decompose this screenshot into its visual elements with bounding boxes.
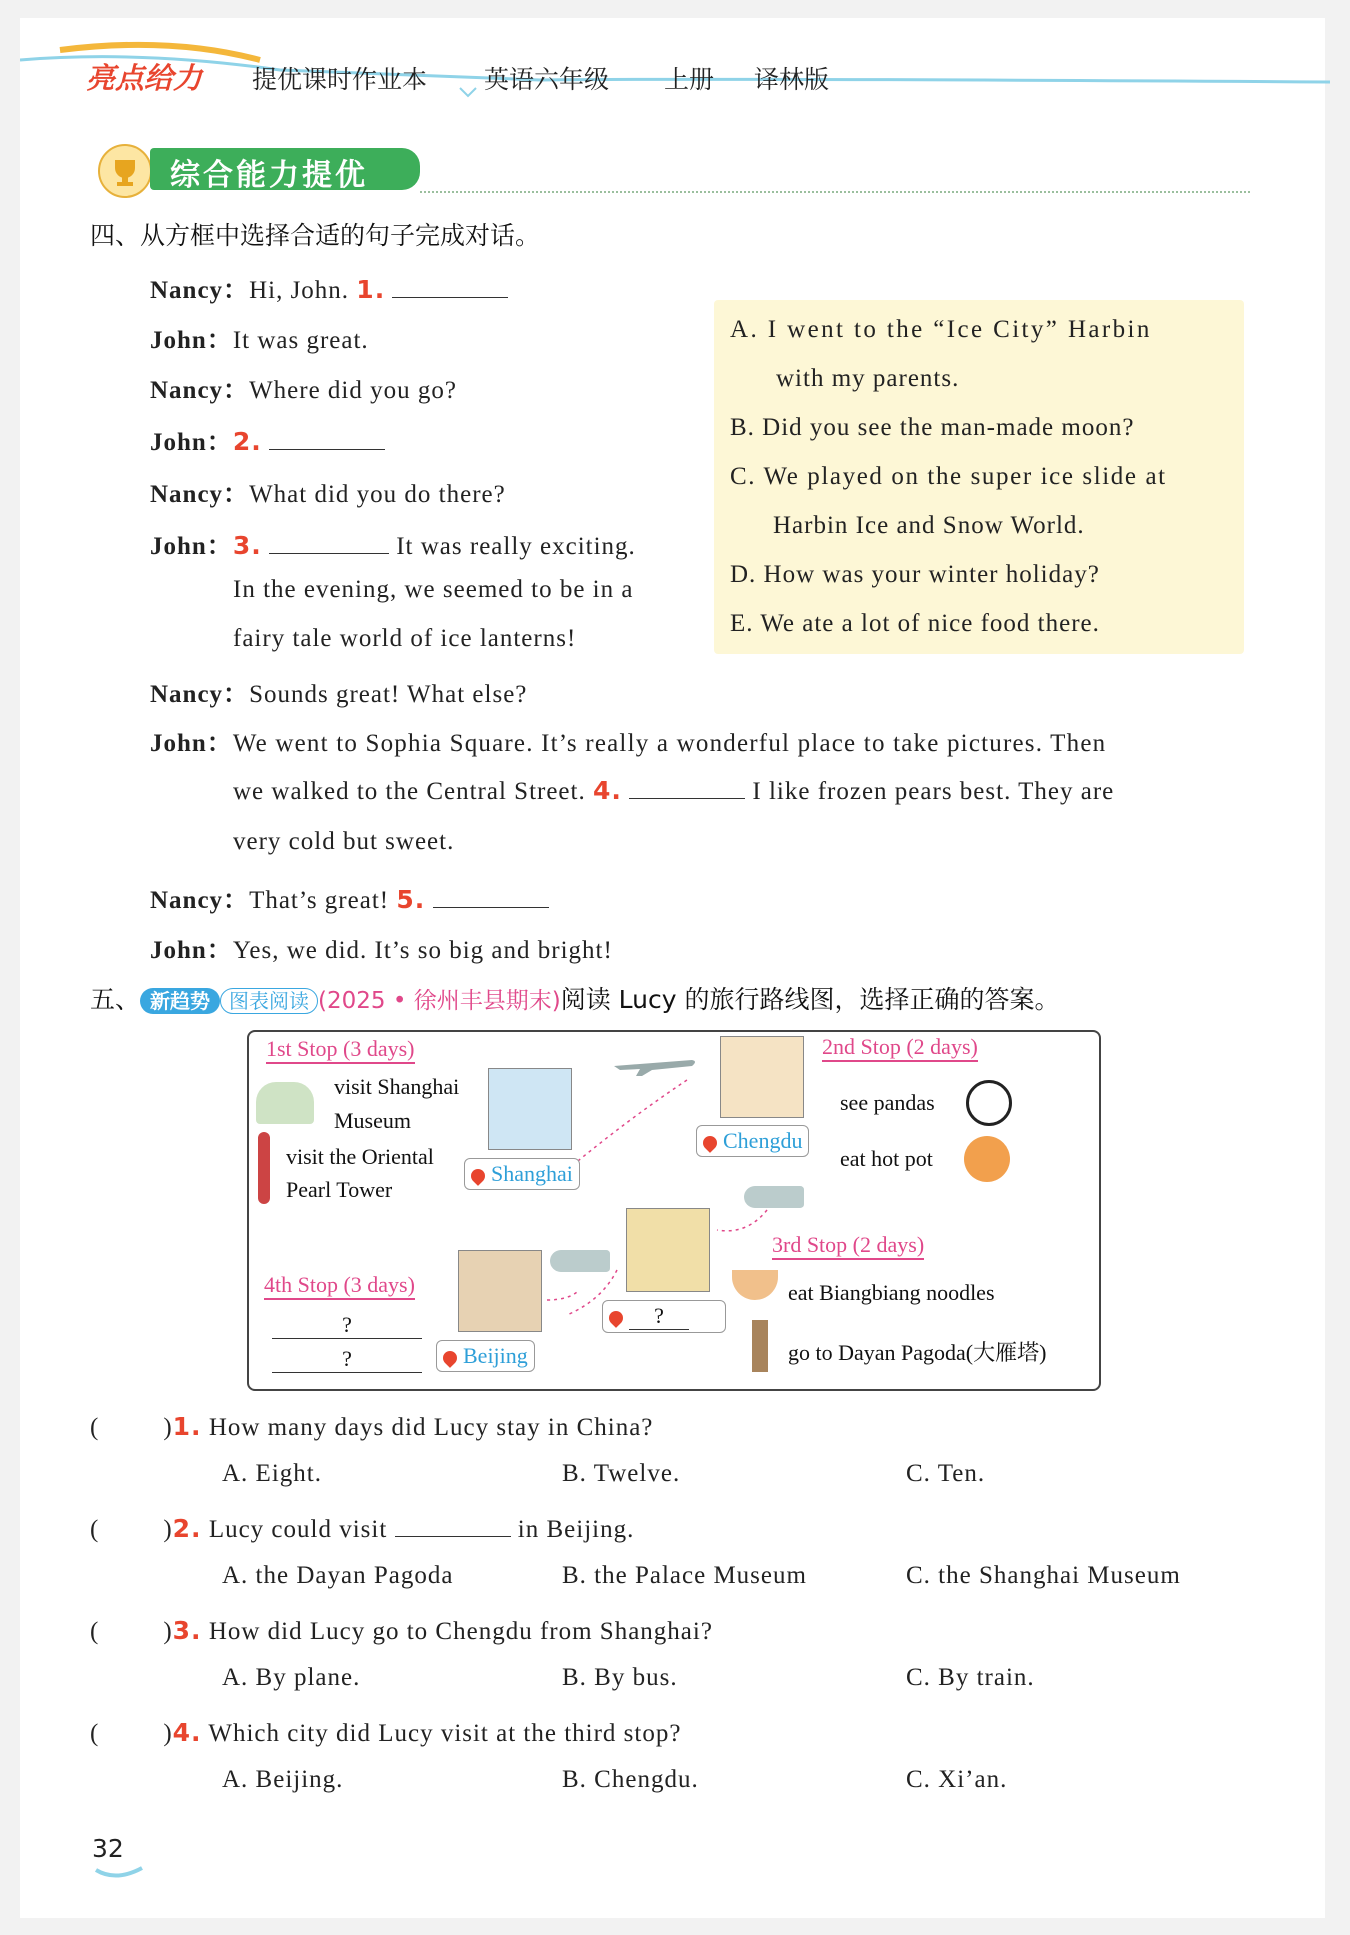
beijing-palace-photo	[458, 1250, 542, 1332]
hot-pot-icon	[964, 1136, 1010, 1182]
dialogue-line: John：We went to Sophia Square. It’s really a wonderful place to take pictures. Then	[150, 730, 1107, 757]
location-pin-icon	[440, 1348, 460, 1368]
question-2: ( )2. Lucy could visit in Beijing.	[90, 1514, 635, 1543]
q4-opt[interactable]: C. Xi’an.	[906, 1766, 1008, 1793]
q4-opt[interactable]: B. Chengdu.	[562, 1766, 699, 1793]
shanghai-marker: Shanghai	[464, 1158, 580, 1190]
stop3-item: eat Biangbiang noodles	[788, 1280, 995, 1305]
stop4-item-blank[interactable]: ?	[272, 1312, 422, 1339]
book-subtitle: 提优课时作业本	[252, 65, 428, 94]
dialogue-line: we walked to the Central Street. 4. I like frozen pears best. They are	[233, 776, 1115, 805]
stop4-item-blank[interactable]: ?	[272, 1346, 422, 1373]
dialogue-line: very cold but sweet.	[233, 828, 455, 855]
stop3-marker: ?	[602, 1300, 726, 1333]
dialogue-line: John：3. It was really exciting.	[150, 531, 636, 560]
dialogue-line: Nancy：Where did you go?	[150, 377, 457, 404]
q4-opt[interactable]: A. Beijing.	[222, 1766, 344, 1793]
q1-opt[interactable]: C. Ten.	[906, 1460, 986, 1487]
q2-opt[interactable]: C. the Shanghai Museum	[906, 1562, 1181, 1589]
train-icon	[744, 1186, 804, 1208]
trophy-icon	[98, 144, 152, 198]
answer-blank[interactable]	[392, 275, 508, 298]
museum-icon	[256, 1082, 314, 1124]
stop2-item: see pandas	[840, 1090, 935, 1115]
page-number: 32	[92, 1834, 124, 1863]
question-3: ( )3. How did Lucy go to Chengdu from Shanghai?	[90, 1616, 713, 1645]
answer-blank[interactable]	[433, 885, 549, 908]
dialogue-line: Nancy：Hi, John. 1.	[150, 270, 508, 306]
stop3-item: go to Dayan Pagoda(大雁塔)	[788, 1340, 1047, 1365]
option-e: E. We ate a lot of nice food there.	[730, 610, 1100, 637]
volume-label: 上册	[664, 65, 715, 94]
location-pin-icon	[700, 1133, 720, 1153]
option-a: A. I went to the “Ice City” Harbin	[730, 316, 1152, 343]
dialogue-line: Nancy：That’s great! 5.	[150, 880, 549, 916]
question-1: ( )1. How many days did Lucy stay in China?	[90, 1412, 654, 1441]
section-banner-title: 综合能力提优	[170, 158, 368, 193]
edition-label: 译林版	[754, 65, 830, 94]
plane-icon	[612, 1052, 698, 1076]
chart-reading-chip: 图表阅读	[220, 988, 318, 1014]
part4-heading: 四、从方框中选择合适的句子完成对话。	[90, 221, 541, 250]
stop1-item: Museum	[334, 1108, 411, 1133]
answer-blank[interactable]	[395, 1514, 511, 1537]
dialogue-line: In the evening, we seemed to be in a	[233, 576, 634, 603]
q3-opt[interactable]: C. By train.	[906, 1664, 1035, 1691]
location-pin-icon	[468, 1166, 488, 1186]
stop2-title: 2nd Stop (2 days)	[822, 1034, 978, 1062]
q3-opt[interactable]: B. By bus.	[562, 1664, 678, 1691]
dialogue-line: Nancy：Sounds great! What else?	[150, 681, 528, 708]
answer-blank[interactable]	[629, 776, 745, 799]
shanghai-photo	[488, 1068, 572, 1150]
q1-opt[interactable]: B. Twelve.	[562, 1460, 681, 1487]
chengdu-marker: Chengdu	[696, 1125, 809, 1157]
trend-chip: 新趋势	[140, 988, 220, 1014]
grade-label: 英语六年级	[484, 65, 610, 94]
stop1-item: visit the Oriental	[286, 1144, 434, 1169]
stop1-item: Pearl Tower	[286, 1177, 393, 1202]
dialogue-line: Nancy：What did you do there?	[150, 481, 506, 508]
option-d: D. How was your winter holiday?	[730, 561, 1100, 588]
option-c-cont: Harbin Ice and Snow World.	[773, 512, 1085, 539]
dayan-pagoda-icon	[752, 1320, 768, 1372]
stop1-title: 1st Stop (3 days)	[266, 1036, 415, 1064]
train-icon	[550, 1250, 610, 1272]
q2-opt[interactable]: A. the Dayan Pagoda	[222, 1562, 454, 1589]
chengdu-pagoda-photo	[720, 1036, 804, 1118]
part5-heading: 五、 新趋势 图表阅读 (2025 • 徐州丰县期末)阅读 Lucy 的旅行路线图，选择正确的答案。	[90, 985, 1060, 1014]
stop4-title: 4th Stop (3 days)	[264, 1272, 415, 1300]
option-b: B. Did you see the man-made moon?	[730, 414, 1135, 441]
stop3-title: 3rd Stop (2 days)	[772, 1232, 924, 1260]
q1-opt[interactable]: A. Eight.	[222, 1460, 322, 1487]
answer-blank[interactable]	[269, 427, 385, 450]
stop2-item: eat hot pot	[840, 1146, 933, 1171]
pearl-tower-icon	[258, 1132, 270, 1204]
xian-bell-tower-photo	[626, 1208, 710, 1292]
q2-opt[interactable]: B. the Palace Museum	[562, 1562, 807, 1589]
dialogue-line: John：Yes, we did. It’s so big and bright!	[150, 937, 613, 964]
question-4: ( )4. Which city did Lucy visit at the third stop?	[90, 1718, 682, 1747]
q3-opt[interactable]: A. By plane.	[222, 1664, 361, 1691]
dialogue-line: John：It was great.	[150, 327, 369, 354]
brand-title: 亮点给力	[86, 61, 203, 95]
location-pin-icon	[606, 1308, 626, 1328]
option-a-cont: with my parents.	[776, 365, 960, 392]
dialogue-line: John：2.	[150, 422, 385, 458]
divider	[420, 191, 1250, 193]
panda-icon	[966, 1080, 1012, 1126]
option-c: C. We played on the super ice slide at	[730, 463, 1167, 490]
beijing-marker: Beijing	[436, 1340, 535, 1372]
dialogue-line: fairy tale world of ice lanterns!	[233, 625, 577, 652]
answer-blank[interactable]	[269, 531, 389, 554]
stop1-item: visit Shanghai	[334, 1074, 460, 1099]
